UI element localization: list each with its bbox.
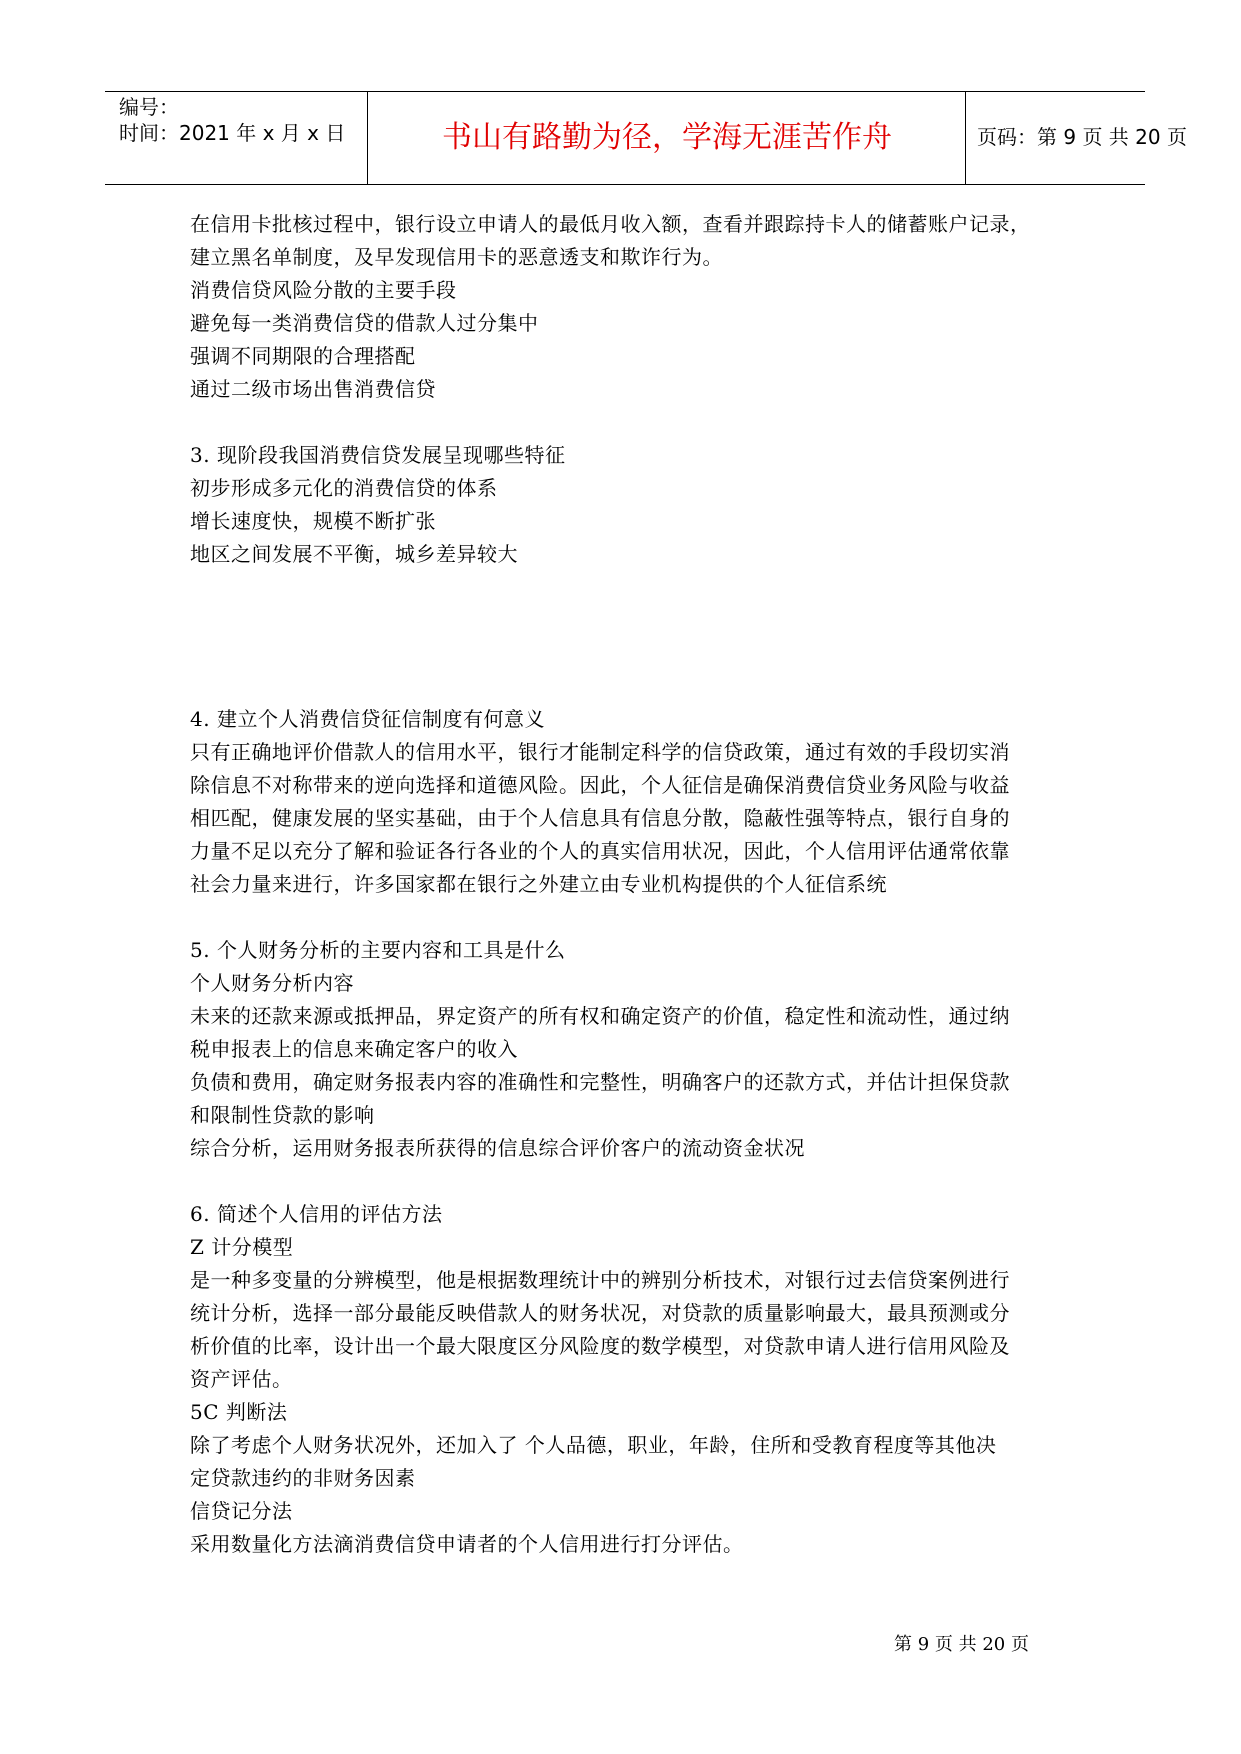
text-line: 强调不同期限的合理搭配 — [190, 344, 416, 368]
time-label: 时间：2021 年 x 月 x 日 — [119, 121, 346, 145]
text-line: Z 计分模型 — [190, 1235, 294, 1259]
text-line: 社会力量来进行，许多国家都在银行之外建立由专业机构提供的个人征信系统 — [190, 872, 887, 896]
text-line: 是一种多变量的分辨模型，他是根据数理统计中的辨别分析技术，对银行过去信贷案例进行 — [190, 1268, 1010, 1292]
text-line: 资产评估。 — [190, 1367, 293, 1391]
text-line: 除信息不对称带来的逆向选择和道德风险。因此，个人征信是确保消费信贷业务风险与收益 — [190, 773, 1010, 797]
question-heading: 4. 建立个人消费信贷征信制度有何意义 — [190, 707, 545, 731]
text-line: 定贷款违约的非财务因素 — [190, 1466, 416, 1490]
header-info-cell — [105, 92, 368, 184]
text-line: 采用数量化方法滴消费信贷申请者的个人信用进行打分评估。 — [190, 1532, 744, 1556]
page-code: 页码：第 9 页 共 20 页 — [977, 125, 1187, 149]
text-line: 信贷记分法 — [190, 1499, 293, 1523]
question-heading: 3. 现阶段我国消费信贷发展呈现哪些特征 — [190, 443, 566, 467]
text-line: 析价值的比率，设计出一个最大限度区分风险度的数学模型，对贷款申请人进行信用风险及 — [190, 1334, 1010, 1358]
number-label: 编号： — [119, 95, 179, 119]
text-line: 增长速度快，规模不断扩张 — [190, 509, 436, 533]
text-line: 在信用卡批核过程中，银行设立申请人的最低月收入额，查看并跟踪持卡人的储蓄账户记录， — [190, 212, 1031, 236]
question-heading: 6. 简述个人信用的评估方法 — [190, 1202, 443, 1226]
text-line: 未来的还款来源或抵押品，界定资产的所有权和确定资产的价值，稳定性和流动性，通过纳 — [190, 1004, 1010, 1028]
text-line: 力量不足以充分了解和验证各行各业的个人的真实信用状况，因此，个人信用评估通常依靠 — [190, 839, 1010, 863]
text-line: 避免每一类消费信贷的借款人过分集中 — [190, 311, 539, 335]
text-line: 消费信贷风险分散的主要手段 — [190, 278, 457, 302]
text-line: 5C 判断法 — [190, 1400, 288, 1424]
spacer — [190, 901, 1060, 934]
text-line: 税申报表上的信息来确定客户的收入 — [190, 1037, 518, 1061]
text-line: 建立黑名单制度，及早发现信用卡的恶意透支和欺诈行为。 — [190, 245, 723, 269]
motto: 书山有路勤为径，学海无涯苦作舟 — [442, 120, 892, 155]
text-line: 和限制性贷款的影响 — [190, 1103, 375, 1127]
text-line: 综合分析，运用财务报表所获得的信息综合评价客户的流动资金状况 — [190, 1136, 805, 1160]
text-line: 负债和费用，确定财务报表内容的准确性和完整性，明确客户的还款方式，并估计担保贷款 — [190, 1070, 1010, 1094]
text-line: 相匹配，健康发展的坚实基础，由于个人信息具有信息分散，隐蔽性强等特点，银行自身的 — [190, 806, 1010, 830]
text-line: 通过二级市场出售消费信贷 — [190, 377, 436, 401]
header-motto-cell — [369, 92, 966, 184]
page-header — [105, 91, 1187, 185]
text-line: 除了考虑个人财务状况外，还加入了 个人品德，职业，年龄，住所和受教育程度等其他决 — [190, 1433, 997, 1457]
text-line: 初步形成多元化的消费信贷的体系 — [190, 476, 498, 500]
question-heading: 5. 个人财务分析的主要内容和工具是什么 — [190, 938, 566, 962]
document-body — [190, 208, 1060, 1561]
spacer — [190, 571, 1060, 703]
text-line: 只有正确地评价借款人的信用水平，银行才能制定科学的信贷政策，通过有效的手段切实消 — [190, 740, 1010, 764]
page-footer: 第 9 页 共 20 页 — [894, 1634, 1029, 1655]
text-line: 个人财务分析内容 — [190, 971, 354, 995]
spacer — [190, 406, 1060, 439]
spacer — [190, 1165, 1060, 1198]
text-line: 地区之间发展不平衡，城乡差异较大 — [190, 542, 518, 566]
header-page-cell — [967, 92, 1187, 184]
text-line: 统计分析，选择一部分最能反映借款人的财务状况，对贷款的质量影响最大，最具预测或分 — [190, 1301, 1010, 1325]
